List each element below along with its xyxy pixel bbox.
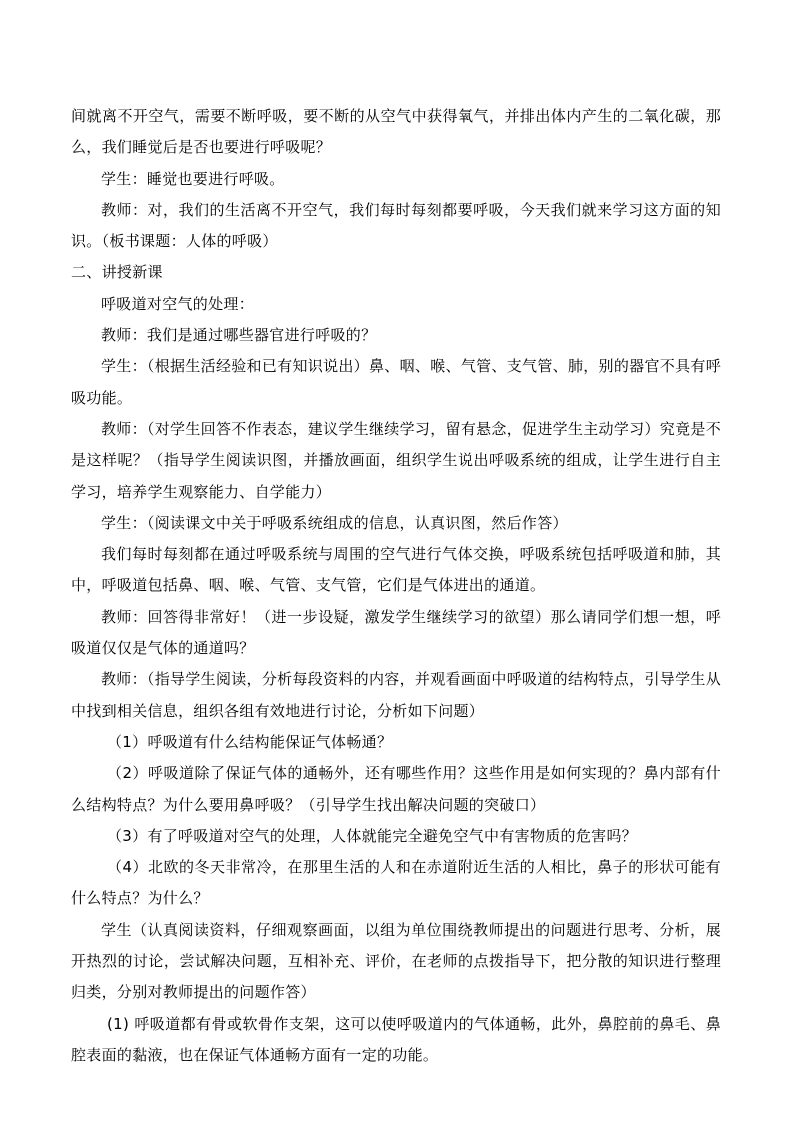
answer-1: (1) 呼吸道都有骨或软骨作支架，这可以使呼吸道内的气体通畅，此外，鼻腔前的鼻毛、鼻腔表面的黏液，也在保证气体通畅方面有一定的功能。	[71, 1014, 721, 1064]
paragraph-intro: 间就离不开空气，需要不断呼吸，要不断的从空气中获得氧气，并排出体内产生的二氧化碳，那么，我们睡觉后是否也要进行呼吸呢？	[71, 107, 721, 157]
paragraph-student-answer-3: 学生：（阅读课文中关于呼吸系统组成的信息，认真识图，然后作答）	[101, 513, 568, 532]
paragraph-teacher-1: 教师：对，我们的生活离不开空气，我们每时每刻都要呼吸，今天我们就来学习这方面的知识。（板书课题：人体的呼吸）	[71, 200, 721, 251]
document-body	[71, 101, 721, 1071]
section-heading-new-lesson: 二、讲授新课	[71, 263, 163, 282]
question-2: （2）呼吸道除了保证气体的通畅外，还有哪些作用？这些作用是如何实现的？鼻内部有什么结构特点？为什么要用鼻呼吸？（引导学生找出解决问题的突破口）	[71, 764, 721, 814]
paragraph-teacher-4: 教师：（指导学生阅读，分析每段资料的内容，并观看画面中呼吸道的结构特点，引导学生从中找到相关信息，组织各组有效地进行讨论，分析如下问题）	[71, 670, 721, 720]
question-4: （4）北欧的冬天非常冷，在那里生活的人和在赤道附近生活的人相比，鼻子的形状可能有什么特点？为什么？	[71, 858, 721, 908]
paragraph-student-answer-2: 学生：（根据生活经验和已有知识说出）鼻、咽、喉、气管、支气管、肺，别的器官不具有呼吸功能。	[71, 357, 721, 407]
paragraph-teacher-question: 教师：我们是通过哪些器官进行呼吸的？	[101, 326, 377, 345]
paragraph-teacher-2: 教师：（对学生回答不作表态，建议学生继续学习，留有悬念，促进学生主动学习）究竟是不是这样呢？（指导学生阅读识图，并播放画面，组织学生说出呼吸系统的组成，让学生进行自主学习，培养学生观察能力、自学能力）	[71, 419, 721, 501]
paragraph-student-answer-1: 学生：睡觉也要进行呼吸。	[101, 169, 285, 188]
paragraph-teacher-3: 教师：回答得非常好！（进一步设疑，激发学生继续学习的欲望）那么请同学们想一想，呼吸道仅仅是气体的通道吗？	[71, 607, 721, 658]
paragraph-respiratory-system: 我们每时每刻都在通过呼吸系统与周围的空气进行气体交换，呼吸系统包括呼吸道和肺，其中，呼吸道包括鼻、咽、喉、气管、支气管，它们是气体进出的通道。	[71, 545, 721, 595]
question-1: （1）呼吸道有什么结构能保证气体畅通？	[107, 732, 393, 751]
paragraph-student-discussion: 学生（认真阅读资料，仔细观察画面，以组为单位围绕教师提出的问题进行思考、分析，展开热烈的讨论，尝试解决问题，互相补充、评价，在老师的点拨指导下，把分散的知识进行整理归类，分别对教师提出的问题作答）	[71, 920, 721, 1002]
subheading-airway-processing: 呼吸道对空气的处理：	[101, 294, 255, 313]
question-3: （3）有了呼吸道对空气的处理，人体就能完全避免空气中有害物质的危害吗？	[107, 826, 638, 845]
